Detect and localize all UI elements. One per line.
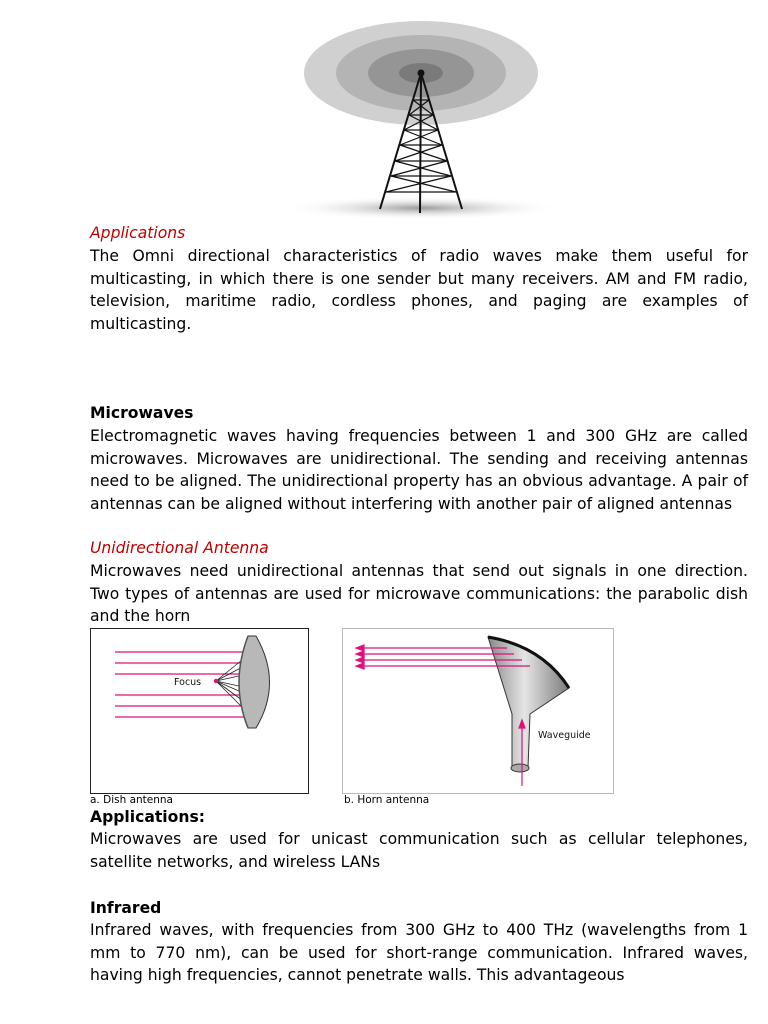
horn-antenna-diagram (342, 628, 616, 796)
radio-applications-heading: Applications (90, 224, 186, 242)
microwaves-paragraph: Electromagnetic waves having frequencies between 1 and 300 GHz are called microwaves. Microwaves are unidirectional. The sending and receiving antennas need to be aligned. The unidirectional property has an obvious advantage. A pair of antennas can be aligned without interfering with another pair of aligned antennas (90, 427, 748, 513)
unidirectional-antenna-paragraph: Microwaves need unidirectional antennas that send out signals in one direction. Two types of antennas are used for microwave communications: the parabolic dish and the horn (90, 562, 748, 625)
microwave-applications-paragraph: Microwaves are used for unicast communication such as cellular telephones, satellite networks, and wireless LANs (90, 830, 748, 871)
horn-antenna-caption: b. Horn antenna (344, 794, 430, 806)
dish-focus-label: Focus (174, 677, 202, 688)
radio-tower-broadcast-icon (270, 15, 570, 220)
unidirectional-antenna-heading: Unidirectional Antenna (90, 539, 269, 557)
dish-antenna-caption: a. Dish antenna (90, 794, 173, 806)
radio-applications-paragraph: The Omni directional characteristics of radio waves make them useful for multicasting, in which there is one sender but many receivers. AM and FM radio, television, maritime radio, cordless phones, and paging are examples of multicasting. (90, 247, 748, 333)
horn-waveguide-label: Waveguide (538, 730, 591, 741)
microwaves-heading: Microwaves (90, 404, 194, 422)
dish-antenna-diagram (90, 628, 310, 796)
microwave-applications-heading: Applications: (90, 808, 205, 826)
infrared-heading: Infrared (90, 899, 162, 917)
infrared-paragraph: Infrared waves, with frequencies from 300 GHz to 400 THz (wavelengths from 1 mm to 770 nm), can be used for short-range communication. Infrared waves, having high frequencies, cannot penetrate walls. This advantageous (90, 921, 748, 984)
